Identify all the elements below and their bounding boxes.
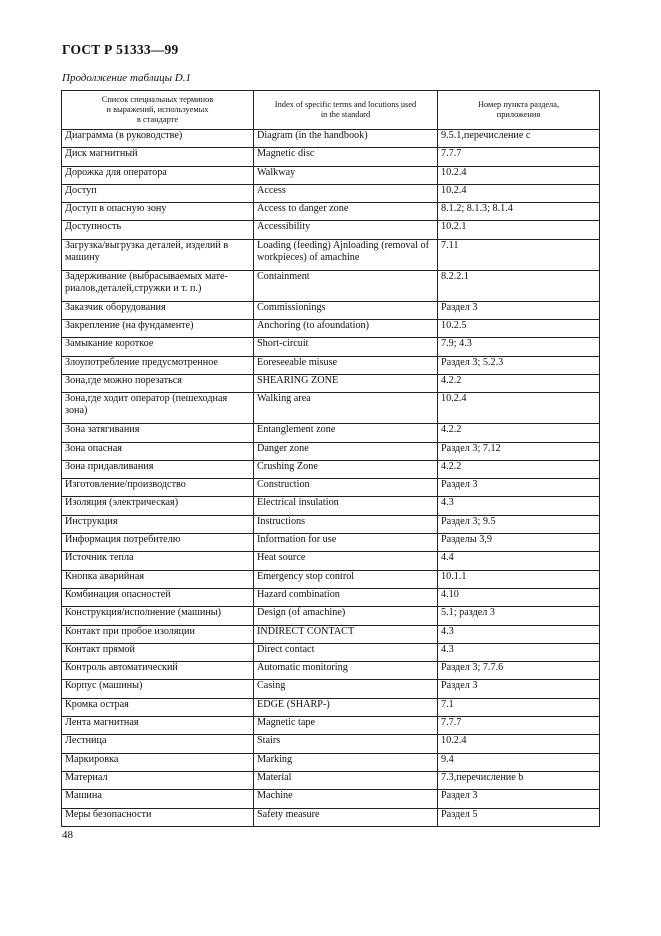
cell-ru-term: Машина (62, 790, 254, 808)
cell-en-term: Eoreseeable misuse (254, 356, 438, 374)
table-caption: Продолжение таблицы D.1 (62, 72, 191, 84)
cell-ru-term: Доступ (62, 184, 254, 202)
table-row (62, 203, 600, 221)
cell-ru-term: Конструкция/исполнение (машины) (62, 607, 254, 625)
table-row (62, 625, 600, 643)
table-row (62, 442, 600, 460)
cell-reference: 5.1; раздел 3 (438, 607, 600, 625)
cell-ru-term: Лестница (62, 735, 254, 753)
cell-reference: 10.1.1 (438, 570, 600, 588)
cell-en-term: Information for use (254, 534, 438, 552)
cell-ru-term: Дорожка для оператора (62, 166, 254, 184)
cell-reference: Раздел 3; 7.7.6 (438, 662, 600, 680)
cell-reference: Раздел 3 (438, 301, 600, 319)
table-row (62, 808, 600, 826)
cell-reference: 10.2.1 (438, 221, 600, 239)
table-row (62, 460, 600, 478)
page-number: 48 (62, 829, 73, 841)
cell-reference: 4.4 (438, 552, 600, 570)
cell-ru-term: Зона,где ходит оператор (пешеходная зона) (62, 393, 254, 424)
cell-reference: Раздел 3 (438, 790, 600, 808)
table-row (62, 552, 600, 570)
cell-reference: 7.7.7 (438, 148, 600, 166)
cell-ru-term: Источник тепла (62, 552, 254, 570)
table-row (62, 148, 600, 166)
cell-en-term: Containment (254, 270, 438, 301)
cell-en-term: Access (254, 184, 438, 202)
cell-ru-term: Диск магнитный (62, 148, 254, 166)
table-row (62, 735, 600, 753)
cell-ru-term: Информация потребителю (62, 534, 254, 552)
cell-ru-term: Корпус (машины) (62, 680, 254, 698)
cell-en-term: Design (of amachine) (254, 607, 438, 625)
table-row (62, 166, 600, 184)
cell-ru-term: Меры безопасности (62, 808, 254, 826)
cell-ru-term: Изготовление/производство (62, 479, 254, 497)
document-title: ГОСТ Р 51333—99 (62, 42, 179, 57)
cell-en-term: Short-circuit (254, 338, 438, 356)
cell-en-term: Crushing Zone (254, 460, 438, 478)
column-header-reference: Номер пункта раздела, приложения (438, 91, 600, 130)
table-row (62, 607, 600, 625)
cell-reference: Раздел 3; 9.5 (438, 515, 600, 533)
cell-ru-term: Доступность (62, 221, 254, 239)
cell-en-term: Walking area (254, 393, 438, 424)
cell-ru-term: Комбинация опасностей (62, 588, 254, 606)
table-row (62, 184, 600, 202)
cell-en-term: Construction (254, 479, 438, 497)
cell-en-term: Emergency stop control (254, 570, 438, 588)
cell-ru-term: Материал (62, 771, 254, 789)
cell-en-term: Diagram (in the handbook) (254, 130, 438, 148)
cell-en-term: Accessibility (254, 221, 438, 239)
cell-ru-term: Лента магнитная (62, 717, 254, 735)
table-row (62, 534, 600, 552)
table-row (62, 301, 600, 319)
cell-en-term: Safety measure (254, 808, 438, 826)
cell-en-term: Walkway (254, 166, 438, 184)
cell-en-term: Heat source (254, 552, 438, 570)
table-row (62, 479, 600, 497)
table-row (62, 338, 600, 356)
cell-ru-term: Зона,где можно порезаться (62, 374, 254, 392)
cell-reference: Раздел 3 (438, 680, 600, 698)
terms-table (61, 90, 600, 827)
cell-en-term: Material (254, 771, 438, 789)
table-row (62, 753, 600, 771)
cell-reference: 10.2.4 (438, 735, 600, 753)
cell-reference: 10.2.5 (438, 320, 600, 338)
cell-reference: 7.9; 4.3 (438, 338, 600, 356)
cell-reference: Раздел 3; 5.2.3 (438, 356, 600, 374)
cell-reference: 8.1.2; 8.1.3; 8.1.4 (438, 203, 600, 221)
cell-reference: 8.2.2.1 (438, 270, 600, 301)
cell-reference: 4.3 (438, 625, 600, 643)
table-row (62, 239, 600, 270)
table-row (62, 698, 600, 716)
cell-reference: Разделы 3,9 (438, 534, 600, 552)
table-row (62, 221, 600, 239)
cell-reference: 7.3,перечисление b (438, 771, 600, 789)
column-header-en-terms: Index of specific terms and locutions used in the standard (254, 91, 438, 130)
cell-en-term: Electrical insulation (254, 497, 438, 515)
cell-ru-term: Кнопка аварийная (62, 570, 254, 588)
cell-reference: 4.2.2 (438, 374, 600, 392)
table-row (62, 570, 600, 588)
table-row (62, 643, 600, 661)
cell-en-term: EDGE (SHARP-) (254, 698, 438, 716)
table-row (62, 497, 600, 515)
cell-en-term: Magnetic disc (254, 148, 438, 166)
cell-reference: 10.2.4 (438, 166, 600, 184)
cell-reference: Раздел 3; 7.12 (438, 442, 600, 460)
cell-ru-term: Инструкция (62, 515, 254, 533)
cell-ru-term: Зона затягивания (62, 424, 254, 442)
cell-reference: 7.1 (438, 698, 600, 716)
cell-ru-term: Зона придавливания (62, 460, 254, 478)
cell-reference: 9.5.1,перечисление с (438, 130, 600, 148)
cell-reference: 7.7.7 (438, 717, 600, 735)
cell-ru-term: Закрепление (на фундаменте) (62, 320, 254, 338)
cell-reference: Раздел 3 (438, 479, 600, 497)
cell-en-term: Access to danger zone (254, 203, 438, 221)
cell-ru-term: Задерживание (выбрасываемых мате-риалов,деталей,стружки и т. п.) (62, 270, 254, 301)
cell-reference: 10.2.4 (438, 184, 600, 202)
cell-reference: 4.3 (438, 643, 600, 661)
cell-en-term: Instructions (254, 515, 438, 533)
cell-ru-term: Загрузка/выгрузка деталей, изделий в машину (62, 239, 254, 270)
cell-en-term: Stairs (254, 735, 438, 753)
column-header-ru-terms: Список специальных терминов и выражений, используемых в стандарте (62, 91, 254, 130)
cell-en-term: Casing (254, 680, 438, 698)
table-row (62, 790, 600, 808)
cell-ru-term: Кромка острая (62, 698, 254, 716)
table-row (62, 130, 600, 148)
cell-reference: 4.2.2 (438, 460, 600, 478)
cell-en-term: Loading (feeding) Ajnloading (removal of workpieces) of amachine (254, 239, 438, 270)
cell-ru-term: Контроль автоматический (62, 662, 254, 680)
cell-ru-term: Изоляция (электрическая) (62, 497, 254, 515)
cell-en-term: INDIRECT CONTACT (254, 625, 438, 643)
table-row (62, 680, 600, 698)
cell-ru-term: Маркировка (62, 753, 254, 771)
table-row (62, 374, 600, 392)
table-row (62, 588, 600, 606)
cell-ru-term: Заказчик оборудования (62, 301, 254, 319)
table-row (62, 424, 600, 442)
cell-ru-term: Злоупотребление предусмотренное (62, 356, 254, 374)
table-row (62, 771, 600, 789)
cell-ru-term: Контакт прямой (62, 643, 254, 661)
cell-en-term: Marking (254, 753, 438, 771)
table-body (62, 130, 600, 827)
cell-reference: 7.11 (438, 239, 600, 270)
table-row (62, 356, 600, 374)
cell-en-term: Machine (254, 790, 438, 808)
cell-en-term: Entanglement zone (254, 424, 438, 442)
cell-en-term: Commissionings (254, 301, 438, 319)
cell-en-term: Anchoring (to afoundation) (254, 320, 438, 338)
cell-reference: 9.4 (438, 753, 600, 771)
cell-reference: Раздел 5 (438, 808, 600, 826)
cell-reference: 4.3 (438, 497, 600, 515)
cell-en-term: SHEARING ZONE (254, 374, 438, 392)
table-row (62, 662, 600, 680)
table-row (62, 270, 600, 301)
table-row (62, 515, 600, 533)
cell-reference: 4.2.2 (438, 424, 600, 442)
cell-ru-term: Диаграмма (в руководстве) (62, 130, 254, 148)
cell-en-term: Automatic monitoring (254, 662, 438, 680)
table-row (62, 717, 600, 735)
cell-reference: 4.10 (438, 588, 600, 606)
cell-en-term: Direct contact (254, 643, 438, 661)
cell-ru-term: Зона опасная (62, 442, 254, 460)
table-header-row (62, 91, 600, 130)
cell-en-term: Magnetic tape (254, 717, 438, 735)
cell-ru-term: Доступ в опасную зону (62, 203, 254, 221)
cell-ru-term: Замыкание короткое (62, 338, 254, 356)
cell-reference: 10.2.4 (438, 393, 600, 424)
cell-en-term: Hazard combination (254, 588, 438, 606)
cell-en-term: Danger zone (254, 442, 438, 460)
table-row (62, 393, 600, 424)
cell-ru-term: Контакт при пробое изоляции (62, 625, 254, 643)
table-row (62, 320, 600, 338)
